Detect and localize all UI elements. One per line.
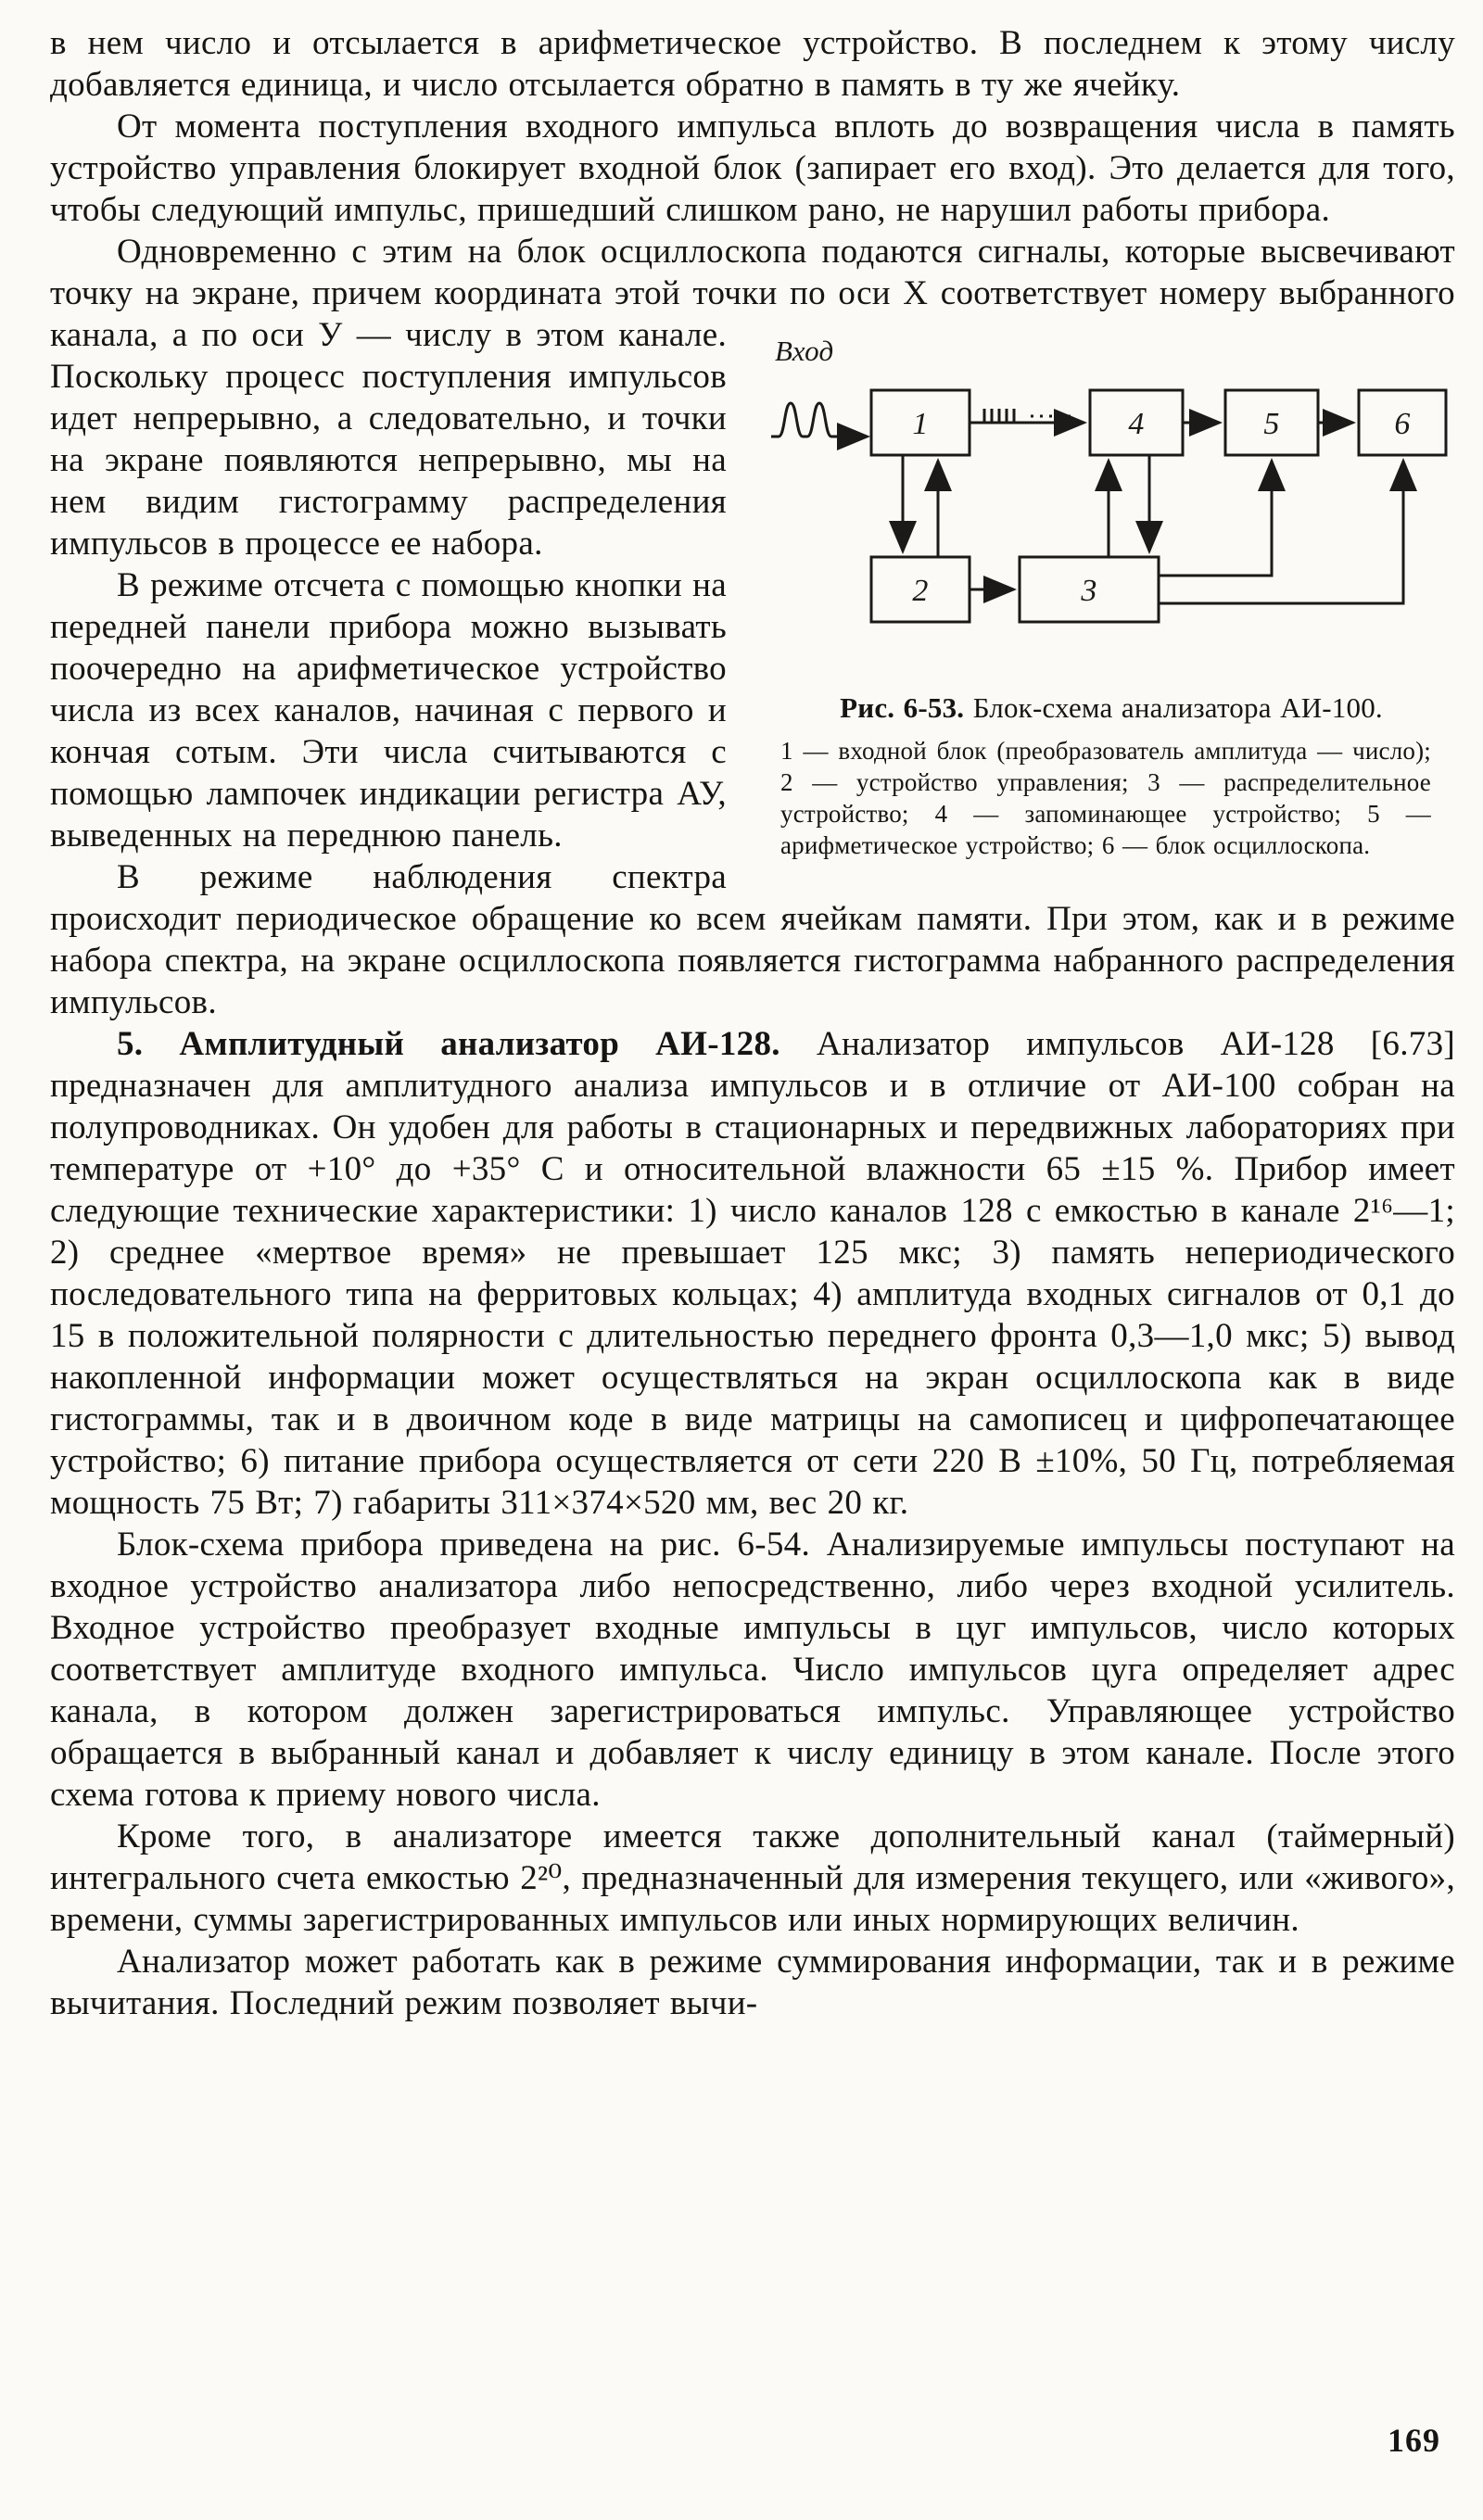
- paragraph-1: в нем число и отсылается в арифметическое устройство. В последнем к этому числу добавляется единица, и число отсылается обратно в память в ту же ячейку.: [50, 24, 1455, 104]
- section-heading-ai-128: 5. Амплитудный анализатор АИ-128.: [117, 1025, 780, 1063]
- paragraph-8: Кроме того, в анализаторе имеется также дополнительный канал (таймерный) интегрального счета емкостью 2²⁰, предназначенный для измерения текущего, или «живого», времени, суммы зарегистрированных импульсов или иных нормирующих величин.: [50, 1817, 1455, 1939]
- input-pulse-waveform-icon: [771, 403, 843, 437]
- figure-6-53: [767, 323, 1455, 861]
- figure-caption-title: Блок-схема анализатора АИ-100.: [972, 691, 1383, 724]
- page-number: 169: [1388, 2422, 1440, 2459]
- pulse-train-icon: [984, 409, 1073, 423]
- block-diagram-ai-100: [767, 323, 1455, 677]
- diagram-box-1-label: 1: [912, 407, 929, 441]
- paragraph-7: Блок-схема прибора приведена на рис. 6-54. Анализируемые импульсы поступают на входное устройство анализатора либо непосредственно, либо через входной усилитель. Входное устройство преобразует входные импульсы в цуг импульсов, число которых соответствует амплитуде входного импульса. Число импульсов цуга определяет адрес канала, в котором должен зарегистрироваться импульс. Управляющее устройство обращается в выбранный канал и добавляет к числу единицу в этом канале. После этого схема готова к приему нового числа.: [50, 1526, 1455, 1814]
- paragraph-2: От момента поступления входного импульса вплоть до возвращения числа в память устройство управления блокирует входной блок (запирает его вход). Это делается для того, чтобы следующий импульс, пришедший слишком рано, не нарушил работы прибора.: [50, 108, 1455, 229]
- paragraph-3-text-before-figure: Одновременно с этим на блок осциллоскопа подаются сигналы, которые высвечивают точку на экране, причем координата этой точки: [50, 233, 1455, 312]
- figure-caption: [767, 690, 1455, 726]
- diagram-box-6-label: 6: [1394, 407, 1411, 441]
- diagram-box-4-label: 4: [1128, 407, 1145, 441]
- diagram-box-2-label: 2: [912, 574, 929, 608]
- diagram-box-3-label: 3: [1081, 574, 1097, 608]
- paragraph-6-text: Анализатор импульсов АИ-128 [6.73] предназначен для амплитудного анализа импульсов и в отличие от АИ-100 собран на полупроводниках. Он удобен для работы в стационарных и передвижных лабораториях при температуре от +10° до +35° С и относительной влажности 65 ±15 %. Прибор имеет следующие технические характеристики: 1) число каналов 128 с емкостью в канале 2¹⁶—1; 2) среднее «мертвое время» не превышает 125 мкс; 3) память непериодического последовательного типа на ферритовых кольцах; 4) амплитуда входных сигналов от 0,1 до 15 в положительной полярности с длительностью переднего фронта 0,3—1,0 мкс; 5) вывод накопленной информации может осуществляться на экран осциллоскопа как в виде гистограммы, так и в двоичном коде в виде матрицы на самописец и цифропечатающее устройство; 6) питание прибора осуществляется от сети 220 В ±10%, 50 Гц, потребляемая мощность 75 Вт; 7) габариты 311×374×520 мм, вес 20 кг.: [50, 1025, 1455, 1522]
- paragraph-4: В режиме отсчета с помощью кнопки на передней панели прибора можно вызывать поочередно на арифметическое устройство числа из всех каналов, начиная с первого и кончая сотым. Эти числа считываются с помощью лампочек индикации регистра АУ, выведенных на переднюю панель.: [50, 566, 727, 855]
- paragraph-5: В режиме наблюдения спектра происходит периодическое обращение ко всем ячейкам памяти. При этом, как и в режиме набора спектра, на экране осциллоскопа появляется гистограмма набранного распределения импульсов.: [50, 858, 1455, 1021]
- paragraph-6: [50, 1023, 1455, 1524]
- paragraph-3-text-after-figure: по оси X соответствует номеру выбранного канала, а по оси У — числу в этом канале. Поскольку процесс поступления импульсов идет непрерывно, а следовательно, и точки на экране появляются непрерывно, мы на нем видим гистограмму распределения импульсов в процессе ее набора.: [50, 274, 1455, 563]
- paragraph-9: Анализатор может работать как в режиме суммирования информации, так и в режиме вычитания. Последний режим позволяет вычи-: [50, 1943, 1455, 2022]
- figure-legend: 1 — входной блок (преобразователь амплитуда — число); 2 — устройство управления; 3 — распределительное устройство; 4 — запоминающее устройство; 5 — арифметическое устройство; 6 — блок осциллоскопа.: [780, 737, 1431, 859]
- diagram-input-label: Вход: [775, 335, 834, 367]
- figure-caption-label: Рис. 6-53.: [840, 691, 965, 724]
- diagram-box-5-label: 5: [1263, 407, 1280, 441]
